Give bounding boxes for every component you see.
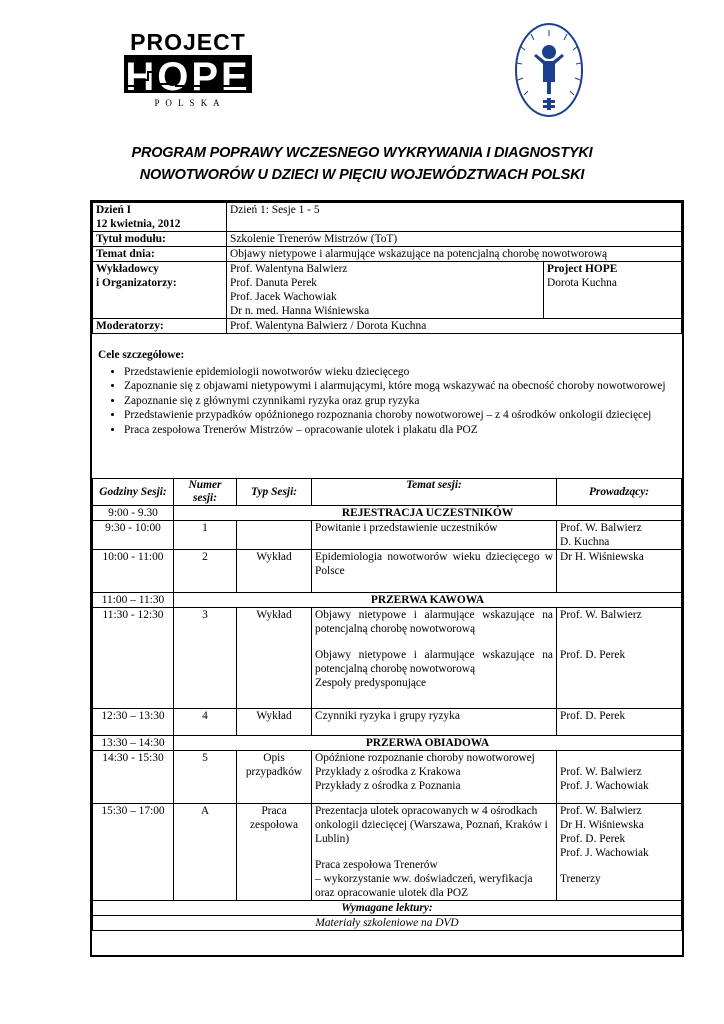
- session-type: Opis przypadków: [237, 751, 312, 804]
- session-number: 5: [174, 751, 237, 804]
- module-value: Szkolenie Trenerów Mistrzów (ToT): [227, 232, 682, 247]
- session-lead: [557, 709, 682, 736]
- table-row: [93, 709, 682, 736]
- topic-value: Objawy nietypowe i alarmujące wskazujące na potencjalną chorobę nowotworową: [227, 247, 682, 262]
- document-title: [60, 142, 664, 186]
- topic-line: Prezentacja ulotek opracowanych w 4 ośrodkach onkologii dziecięcej (Warszawa, Poznań, Kraków i Lublin): [315, 805, 548, 845]
- session-type: [237, 521, 312, 550]
- lead-name: Prof. W. Balwierz: [560, 766, 642, 778]
- schedule-table: [92, 478, 682, 931]
- session-type: Wykład: [237, 709, 312, 736]
- day-label: Dzień I: [96, 204, 132, 216]
- lead-name: Prof. D. Perek: [560, 833, 626, 845]
- org-name: Project HOPE: [547, 263, 618, 275]
- topic-line: Zespoły predysponujące: [315, 677, 427, 689]
- moderators-value: Prof. Walentyna Balwierz / Dorota Kuchna: [227, 319, 682, 334]
- goals-list: [98, 365, 676, 438]
- date-label: 12 kwietnia, 2012: [96, 218, 181, 230]
- table-row: [93, 804, 682, 901]
- org-person: Dorota Kuchna: [547, 277, 617, 289]
- logo-hope-text: HOPE: [125, 55, 251, 99]
- topic-line: Praca zespołowa Trenerów: [315, 859, 438, 871]
- session-topic: Czynniki ryzyka i grupy ryzyka: [312, 709, 557, 736]
- table-row: [93, 751, 682, 804]
- moderators-label: Moderatorzy:: [93, 319, 227, 334]
- program-frame: [90, 200, 684, 957]
- lead-name: Prof. J. Wachowiak: [560, 847, 649, 859]
- col-type: Typ Sesji:: [237, 479, 312, 506]
- header-table: [92, 202, 682, 334]
- day-value: Dzień 1: Sesje 1 - 5: [227, 203, 682, 232]
- session-number: 1: [174, 521, 237, 550]
- break-label: PRZERWA KAWOWA: [174, 593, 682, 608]
- session-topic: Powitanie i przedstawienie uczestników: [312, 521, 557, 550]
- lead-name: Prof. W. Balwierz: [560, 609, 642, 621]
- logo-polska-text: P O L S K A: [154, 98, 222, 108]
- lecturers-label-2: i Organizatorzy:: [96, 277, 177, 289]
- session-topic: [312, 804, 557, 901]
- session-lead: [557, 608, 682, 709]
- session-topic: [312, 608, 557, 709]
- module-label: Tytuł modułu:: [93, 232, 227, 247]
- break-label: REJESTRACJA UCZESTNIKÓW: [174, 506, 682, 521]
- lead-name: Prof. D. Perek: [560, 649, 626, 661]
- session-time: 9:00 - 9.30: [93, 506, 174, 521]
- topic-line: Przykłady z ośrodka z Poznania: [315, 780, 461, 792]
- col-lead: Prowadzący:: [557, 479, 682, 506]
- col-hours: Godziny Sesji:: [93, 479, 174, 506]
- lecturer: Prof. Jacek Wachowiak: [230, 291, 337, 303]
- table-row: [93, 593, 682, 608]
- session-topic: Epidemiologia nowotworów wieku dziecięcego w Polsce: [312, 550, 557, 593]
- lecturer: Dr n. med. Hanna Wiśniewska: [230, 305, 370, 317]
- lecturers-label-1: Wykładowcy: [96, 263, 159, 275]
- title-line-2: NOWOTWORÓW U DZIECI W PIĘCIU WOJEWÓDZTWACH POLSKI: [139, 167, 585, 183]
- table-row: [93, 608, 682, 709]
- lead-name: Dr H. Wiśniewska: [560, 551, 644, 563]
- break-label: PRZERWA OBIADOWA: [174, 736, 682, 751]
- lead-name: Prof. J. Wachowiak: [560, 780, 649, 792]
- reading-label: Wymagane lektury:: [93, 901, 682, 916]
- lecturers-list: [227, 262, 544, 319]
- table-row: [93, 736, 682, 751]
- session-number: 2: [174, 550, 237, 593]
- goal-item: • Praca zespołowa Trenerów Mistrzów – opracowanie ulotek i plakatu dla POZ: [124, 423, 676, 438]
- goals-heading: Cele szczegółowe:: [98, 349, 185, 361]
- session-type: Praca zespołowa: [237, 804, 312, 901]
- project-hope-logo: [118, 28, 258, 110]
- goal-item: • Przedstawienie przypadków opóźnionego rozpoznania choroby nowotworowej – z 4 ośrodków onkologii dziecięcej: [124, 408, 676, 423]
- topic-line: Przykłady z ośrodka z Krakowa: [315, 766, 461, 778]
- title-line-1: PROGRAM POPRAWY WCZESNEGO WYKRYWANIA I DIAGNOSTYKI: [131, 145, 593, 161]
- lecturer: Prof. Walentyna Balwierz: [230, 263, 348, 275]
- col-topic: Temat sesji:: [312, 479, 557, 506]
- session-number: 3: [174, 608, 237, 709]
- topic-label: Temat dnia:: [93, 247, 227, 262]
- lead-name: Prof. W. Balwierz: [560, 522, 642, 534]
- topic-line: Objawy nietypowe i alarmujące wskazujące na potencjalną chorobę nowotworową: [315, 609, 553, 635]
- goals-section: [98, 348, 676, 437]
- session-lead: [557, 804, 682, 901]
- lead-name: D. Kuchna: [560, 536, 610, 548]
- col-number: Numer sesji:: [174, 479, 237, 506]
- session-time: 13:30 – 14:30: [93, 736, 174, 751]
- session-time: 14:30 - 15:30: [93, 751, 174, 804]
- session-time: 11:00 – 11:30: [93, 593, 174, 608]
- reading-value: Materiały szkoleniowe na DVD: [93, 916, 682, 931]
- lecturer: Prof. Danuta Perek: [230, 277, 317, 289]
- session-number: 4: [174, 709, 237, 736]
- lead-name: Prof. W. Balwierz: [560, 805, 642, 817]
- session-type: Wykład: [237, 608, 312, 709]
- lead-name: Prof. D. Perek: [560, 710, 626, 722]
- topic-line: Opóźnione rozpoznanie choroby nowotworowej: [315, 752, 535, 764]
- session-time: 12:30 – 13:30: [93, 709, 174, 736]
- session-type: Wykład: [237, 550, 312, 593]
- lecturers-label: [93, 262, 227, 319]
- goal-item: • Przedstawienie epidemiologii nowotworów wieku dziecięcego: [124, 365, 676, 380]
- session-time: 11:30 - 12:30: [93, 608, 174, 709]
- organizer-cell: [544, 262, 682, 319]
- session-lead: [557, 751, 682, 804]
- child-emblem-logo: [514, 22, 584, 118]
- session-number: A: [174, 804, 237, 901]
- session-time: 15:30 – 17:00: [93, 804, 174, 901]
- day-cell: [93, 203, 227, 232]
- table-row: [93, 521, 682, 550]
- session-lead: [557, 550, 682, 593]
- goal-item: • Zapoznanie się z głównymi czynnikami ryzyka oraz grup ryzyka: [124, 394, 676, 409]
- logo-project-text: PROJECT: [130, 29, 246, 55]
- lead-name: Dr H. Wiśniewska: [560, 819, 644, 831]
- topic-line: – wykorzystanie ww. doświadczeń, weryfikacja oraz opracowanie ulotek dla POZ: [315, 873, 533, 899]
- session-lead: [557, 521, 682, 550]
- table-row: [93, 550, 682, 593]
- session-time: 10:00 - 11:00: [93, 550, 174, 593]
- goal-item: • Zapoznanie się z objawami nietypowymi i alarmującymi, które mogą wskazywać na obecność choroby nowotworowej: [124, 379, 676, 394]
- table-row: [93, 506, 682, 521]
- session-topic: [312, 751, 557, 804]
- session-time: 9:30 - 10:00: [93, 521, 174, 550]
- topic-line: Objawy nietypowe i alarmujące wskazujące na potencjalną chorobę nowotworową: [315, 649, 553, 675]
- lead-name: Trenerzy: [560, 873, 601, 885]
